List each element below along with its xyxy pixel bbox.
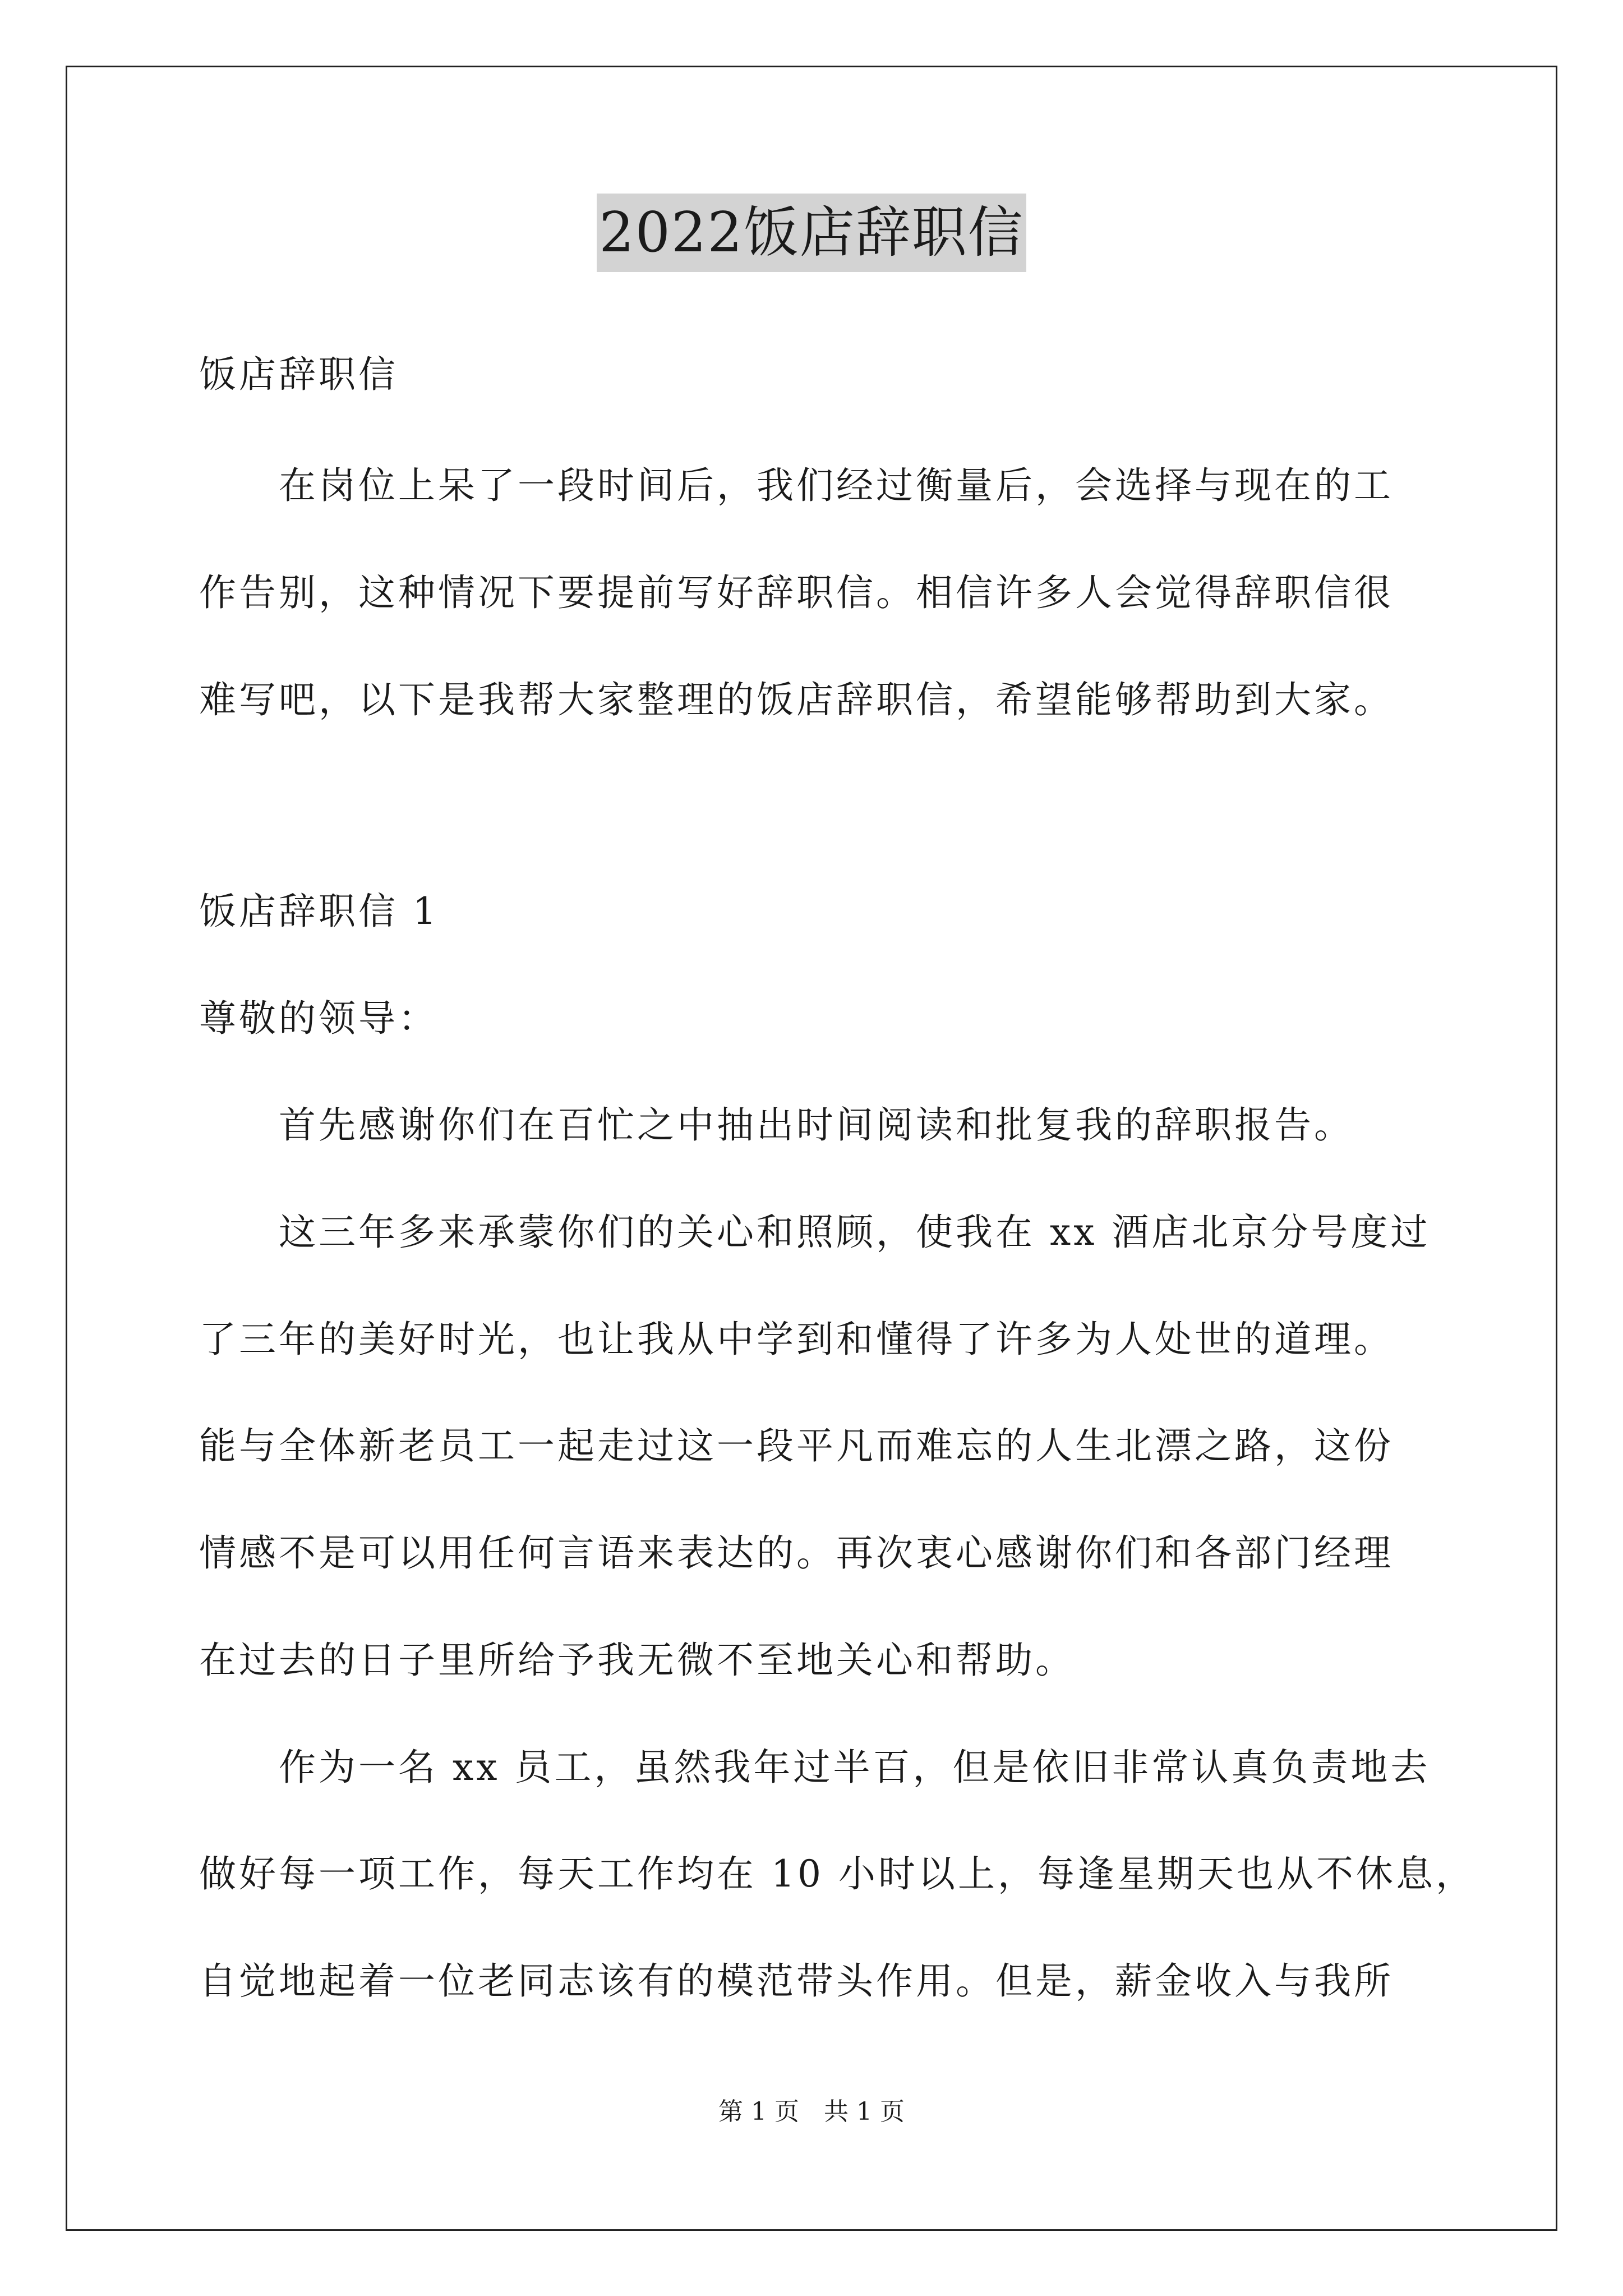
para3-line-3: 自觉地起着一位老同志该有的模范带头作用。但是，薪金收入与我所 bbox=[199, 1959, 1394, 2003]
heading-main: 饭店辞职信 bbox=[199, 353, 398, 396]
para2-line-3: 能与全体新老员工一起走过这一段平凡而难忘的人生北漂之路，这份 bbox=[199, 1424, 1394, 1467]
para3-line-1: 作为一名 xx 员工，虽然我年过半百，但是依旧非常认真负责地去 bbox=[279, 1746, 1431, 1789]
page-footer bbox=[0, 2095, 1623, 2129]
salutation: 尊敬的领导： bbox=[199, 997, 438, 1040]
heading-letter-1: 饭店辞职信 1 bbox=[199, 890, 439, 933]
para2-line-4: 情感不是可以用任何言语来表达的。再次衷心感谢你们和各部门经理 bbox=[199, 1531, 1394, 1575]
para2-line-5: 在过去的日子里所给予我无微不至地关心和帮助。 bbox=[199, 1639, 1075, 1682]
para2-line-2: 了三年的美好时光，也让我从中学到和懂得了许多为人处世的道理。 bbox=[199, 1318, 1394, 1361]
title-container bbox=[0, 194, 1623, 272]
intro-line-2: 作告别，这种情况下要提前写好辞职信。相信许多人会觉得辞职信很 bbox=[199, 571, 1394, 614]
para3-line-2: 做好每一项工作，每天工作均在 10 小时以上，每逢星期天也从不休息， bbox=[199, 1852, 1476, 1895]
page-number: 第 1 页 共 1 页 bbox=[718, 2097, 905, 2126]
document-title: 2022饭店辞职信 bbox=[597, 194, 1026, 272]
para2-line-1: 这三年多来承蒙你们的关心和照顾，使我在 xx 酒店北京分号度过 bbox=[279, 1211, 1431, 1254]
intro-line-1: 在岗位上呆了一段时间后，我们经过衡量后，会选择与现在的工 bbox=[279, 464, 1394, 507]
intro-line-3: 难写吧，以下是我帮大家整理的饭店辞职信，希望能够帮助到大家。 bbox=[199, 678, 1394, 721]
para1-line-1: 首先感谢你们在百忙之中抽出时间阅读和批复我的辞职报告。 bbox=[279, 1103, 1354, 1147]
